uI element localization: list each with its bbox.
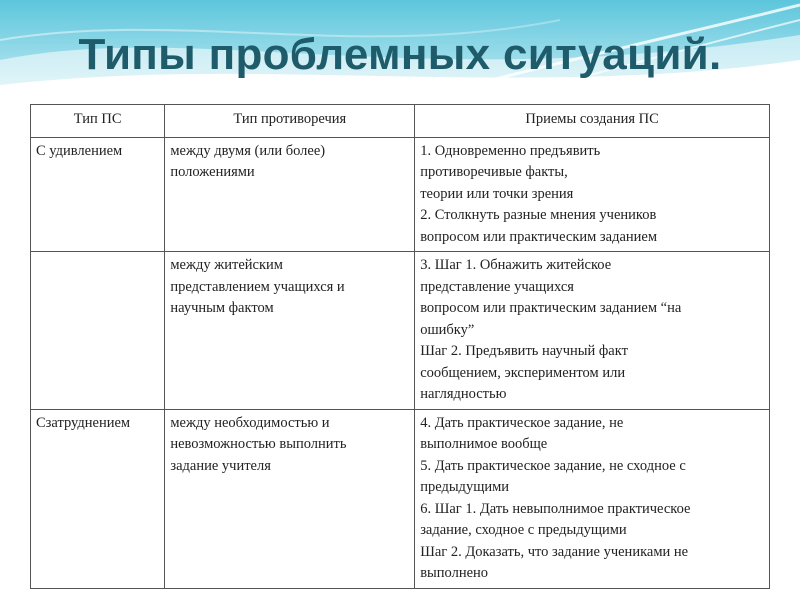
cell-text-line: между необходимостью и [170, 414, 330, 431]
cell-text-line: сообщением, экспериментом или [420, 364, 626, 381]
cell-text-line: 3. Шаг 1. Обнажить житейское [420, 257, 612, 273]
cell-text-line: Шаг 2. Предъявить научный факт [420, 343, 628, 359]
cell-methods [415, 409, 770, 588]
cell-text-line: невозможностью выполнить [170, 436, 347, 452]
cell-text-line: представлением учащихся и [170, 278, 345, 295]
problem-situations-table [30, 104, 770, 589]
cell-methods [415, 137, 770, 252]
cell-text-line: выполнено [420, 565, 489, 581]
cell-text-line: между житейским [170, 257, 283, 273]
table-row [31, 137, 770, 252]
table-row [31, 252, 770, 410]
problem-situations-table-container [30, 104, 770, 589]
table-header-row [31, 105, 770, 138]
cell-text-line: наглядностью [420, 386, 507, 402]
cell-ps-type [31, 252, 165, 410]
cell-text-line: Шаг 2. Доказать, что задание учениками не [420, 543, 689, 560]
cell-text-line: научным фактом [170, 300, 274, 316]
cell-text-line: задание, сходное с предыдущими [420, 522, 627, 538]
cell-text-line: выполнимое вообще [420, 436, 548, 452]
header-ps-type: Тип ПС [31, 105, 165, 138]
cell-contradiction [165, 252, 415, 410]
cell-contradiction [165, 137, 415, 252]
cell-text-line: теории или точки зрения [420, 185, 574, 202]
cell-text-line: 4. Дать практическое задание, не [420, 414, 624, 431]
slide-title: Типы проблемных ситуаций. [78, 30, 722, 79]
cell-contradiction [165, 409, 415, 588]
header-creation-methods: Приемы создания ПС [415, 105, 770, 138]
cell-text-line: представление учащихся [420, 278, 574, 295]
cell-text-line: ошибку” [420, 321, 475, 338]
cell-text-line: 2. Столкнуть разные мнения учеников [420, 207, 657, 223]
cell-text-line: 5. Дать практическое задание, не сходное с [420, 457, 686, 474]
header-contradiction-type: Тип противоречия [165, 105, 415, 138]
cell-ps-type: С удивлением [31, 137, 165, 252]
cell-text-line: 1. Одновременно предъявить [420, 142, 601, 159]
cell-ps-type: Сзатруднением [31, 409, 165, 588]
cell-text-line: вопросом или практическим заданием “на [420, 300, 682, 316]
cell-text-line: 6. Шаг 1. Дать невыполнимое практическое [420, 500, 691, 517]
cell-text-line: положениями [170, 164, 255, 180]
cell-text-line: вопросом или практическим заданием [420, 228, 658, 245]
cell-text-line: между двумя (или более) [170, 142, 326, 159]
cell-methods [415, 252, 770, 410]
cell-text-line: предыдущими [420, 479, 510, 495]
cell-text-line: противоречивые факты, [420, 164, 568, 180]
table-row [31, 409, 770, 588]
cell-text-line: задание учителя [170, 457, 271, 474]
